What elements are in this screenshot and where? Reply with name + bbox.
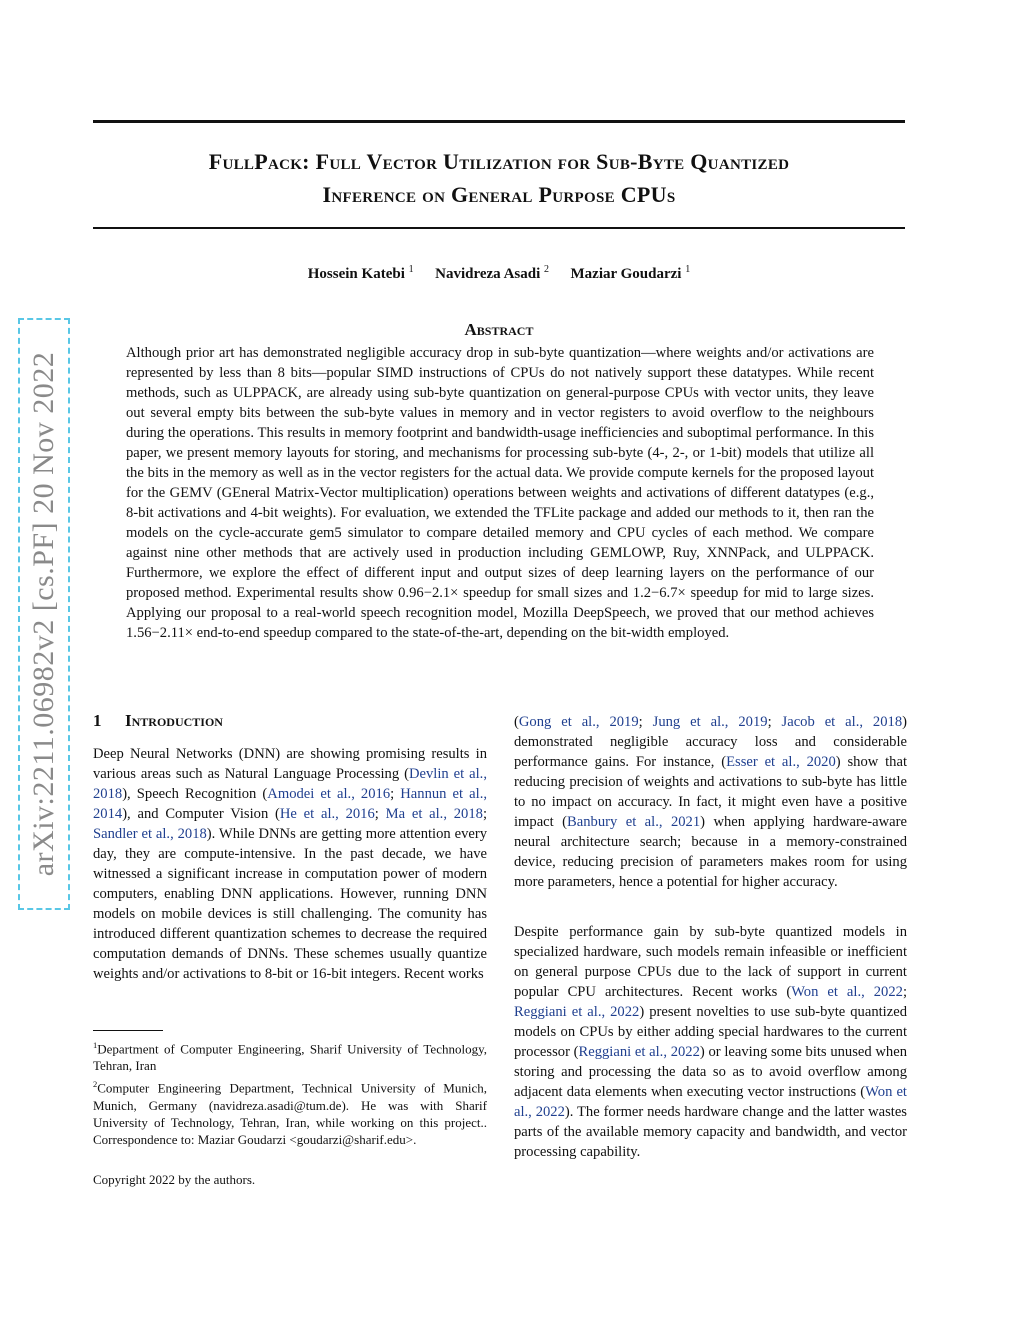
section-number: 1 (93, 711, 102, 730)
section-title: Introduction (125, 711, 223, 730)
title-rule-bottom (93, 227, 905, 229)
footnotes (93, 1037, 487, 1150)
citation-link[interactable]: Hannun et al., 2014 (93, 786, 487, 822)
citation-link[interactable]: Won et al., 2022 (791, 984, 903, 1000)
paper-title-line-2: Inference on General Purpose CPUs (322, 182, 676, 207)
citation-link[interactable]: Reggiani et al., 2022 (578, 1044, 700, 1060)
citation-link[interactable]: Gong et al., 2019 (518, 714, 639, 730)
author-name: Navidreza Asadi (435, 266, 541, 282)
citation-link[interactable]: Esser et al., 2020 (726, 754, 836, 770)
citation-link[interactable]: Jacob et al., 2018 (781, 714, 903, 730)
citation-link[interactable]: Sandler et al., 2018 (93, 826, 207, 842)
citation-link[interactable]: Devlin et al., 2018 (93, 766, 487, 802)
arxiv-identifier: arXiv:2211.06982v2 [cs.PF] 20 Nov 2022 (27, 351, 60, 877)
paper-title (93, 145, 905, 211)
citation-link[interactable]: Reggiani et al., 2022 (514, 1004, 640, 1020)
abstract-heading: Abstract (464, 320, 534, 339)
citation-link[interactable]: Won et al., 2022 (514, 1084, 907, 1120)
citation-link[interactable]: Ma et al., 2018 (385, 806, 483, 822)
arxiv-identifier-box (18, 318, 70, 910)
intro-paragraph-2: Despite performance gain by sub-byte quantized models in specialized hardware, such models remain infeasible or inefficient on general purpose CPUs due to the lack of support in current popular CPU architectures. Recent works (Won et al., 2022; Reggiani et al., 2022) present novelties to use sub-byte quantized models on CPUs by either adding special hardwares to the current processor (Reggiani et al., 2022) or leaving some bits unused when storing and processing the data so as to avoid overflow among adjacent data elements when executing vector instructions (Won et al., 2022). The former needs hardware change and the latter wastes parts of the available memory capacity and bandwidth, and vector processing capability. (514, 924, 908, 1160)
section-heading-introduction (93, 711, 488, 731)
abstract-text: Although prior art has demonstrated negligible accuracy drop in sub-byte quantization—where weights and/or activations are represented by less than 8 bits—popular SIMD instructions of CPUs do not natively support these datatypes. While recent methods, such as ULPPACK, are already using sub-byte quantization on general-purpose CPUs with vector units, they leave out several empty bits between the sub-byte values in memory and in vector registers to avoid overflow to the neighbours during the operations. This results in memory footprint and bandwidth-usage inefficiencies and suboptimal performance. In this paper, we present memory layouts for storing, and mechanisms for processing sub-byte (4-, 2-, or 1-bit) models that utilize all the bits in the memory as well as in the vector registers for the actual data. We provide compute kernels for the proposed layout for the GEMV (GEneral Matrix-Vector multiplication) operations between weights and activations of different datatypes (e.g., 8-bit activations and 4-bit weights). For evaluation, we extended the TFLite package and added our methods to it, then ran the models on the cycle-accurate gem5 simulator to compare detailed memory and CPU cycles of each method. We compare against nine other methods that are actively used in production including GEMLOWP, Ruy, XNNPack, and ULPPACK. Furthermore, we explore the effect of different input and output sizes of deep learning layers on the performance of our proposed method. Experimental results show 0.96−2.1× speedup for small sizes and 1.2−6.7× speedup for mid to large sizes. Applying our proposal to a real-world speech recognition model, Mozilla DeepSpeech, we proved that our method achieves 1.56−2.11× end-to-end speedup compared to the state-of-the-art, depending on the bit-width employed. (126, 345, 874, 641)
citation-link[interactable]: Amodei et al., 2016 (267, 786, 391, 802)
title-rule-top (93, 120, 905, 123)
author-name: Hossein Katebi (307, 266, 405, 282)
intro-paragraph-1: Deep Neural Networks (DNN) are showing promising results in various areas such as Natural Language Processing (Devlin et al., 2018), Speech Recognition (Amodei et al., 2016; Hannun et al., 2014), and Computer Vision (He et al., 2016; Ma et al., 2018; Sandler et al., 2018). While DNNs are getting more attention every day, they are compute-intensive. In the past decade, we have witnessed a significant increase in computation power of modern computers, enabling DNN applications. However, running DNN models on mobile devices is still challenging. The comunity has introduced different quantization schemes to decrease the required computation demands of DNNs. These schemes usually quantize weights and/or activations to 8-bit or 16-bit integers. Recent works (93, 746, 488, 982)
author-affiliation-mark: 1 (685, 264, 691, 275)
copyright-notice: Copyright 2022 by the authors. (93, 1172, 256, 1187)
footnote-rule (93, 1030, 163, 1031)
footnote: $^1$Department of Computer Engineering, Sharif University of Technology, Tehran, Iran (93, 1040, 487, 1074)
author-affiliation-mark: 2 (544, 264, 550, 275)
author-name: Maziar Goudarzi (570, 266, 682, 282)
citation-link[interactable]: Banbury et al., 2021 (567, 814, 701, 830)
author-affiliation-mark: 1 (408, 264, 414, 275)
paper-title-line-1: FullPack: Full Vector Utilization for Sub-Byte Quantized (208, 149, 790, 174)
author-list (93, 264, 905, 283)
citation-link[interactable]: He et al., 2016 (279, 806, 375, 822)
citation-link[interactable]: Jung et al., 2019 (652, 714, 768, 730)
footnote: $^2$Computer Engineering Department, Technical University of Munich, Munich, Germany (navidreza.asadi@tum.de). He was with Sharif University of Technology, Tehran, Iran, while working on this project.. Correspondence to: Maziar Goudarzi <goudarzi@sharif.edu>. (93, 1079, 487, 1147)
intro-paragraph-1-continued: (Gong et al., 2019; Jung et al., 2019; Jacob et al., 2018) demonstrated negligible accuracy loss and considerable performance gains. For instance, (Esser et al., 2020) show that reducing precision of weights and activations to sub-byte has little to no impact on accuracy. In fact, it might even have a positive impact (Banbury et al., 2021) when applying hardware-aware neural architecture search; because in a memory-constrained device, reducing precision of parameters makes room for using more parameters, hence a potential for higher accuracy. (514, 714, 908, 890)
